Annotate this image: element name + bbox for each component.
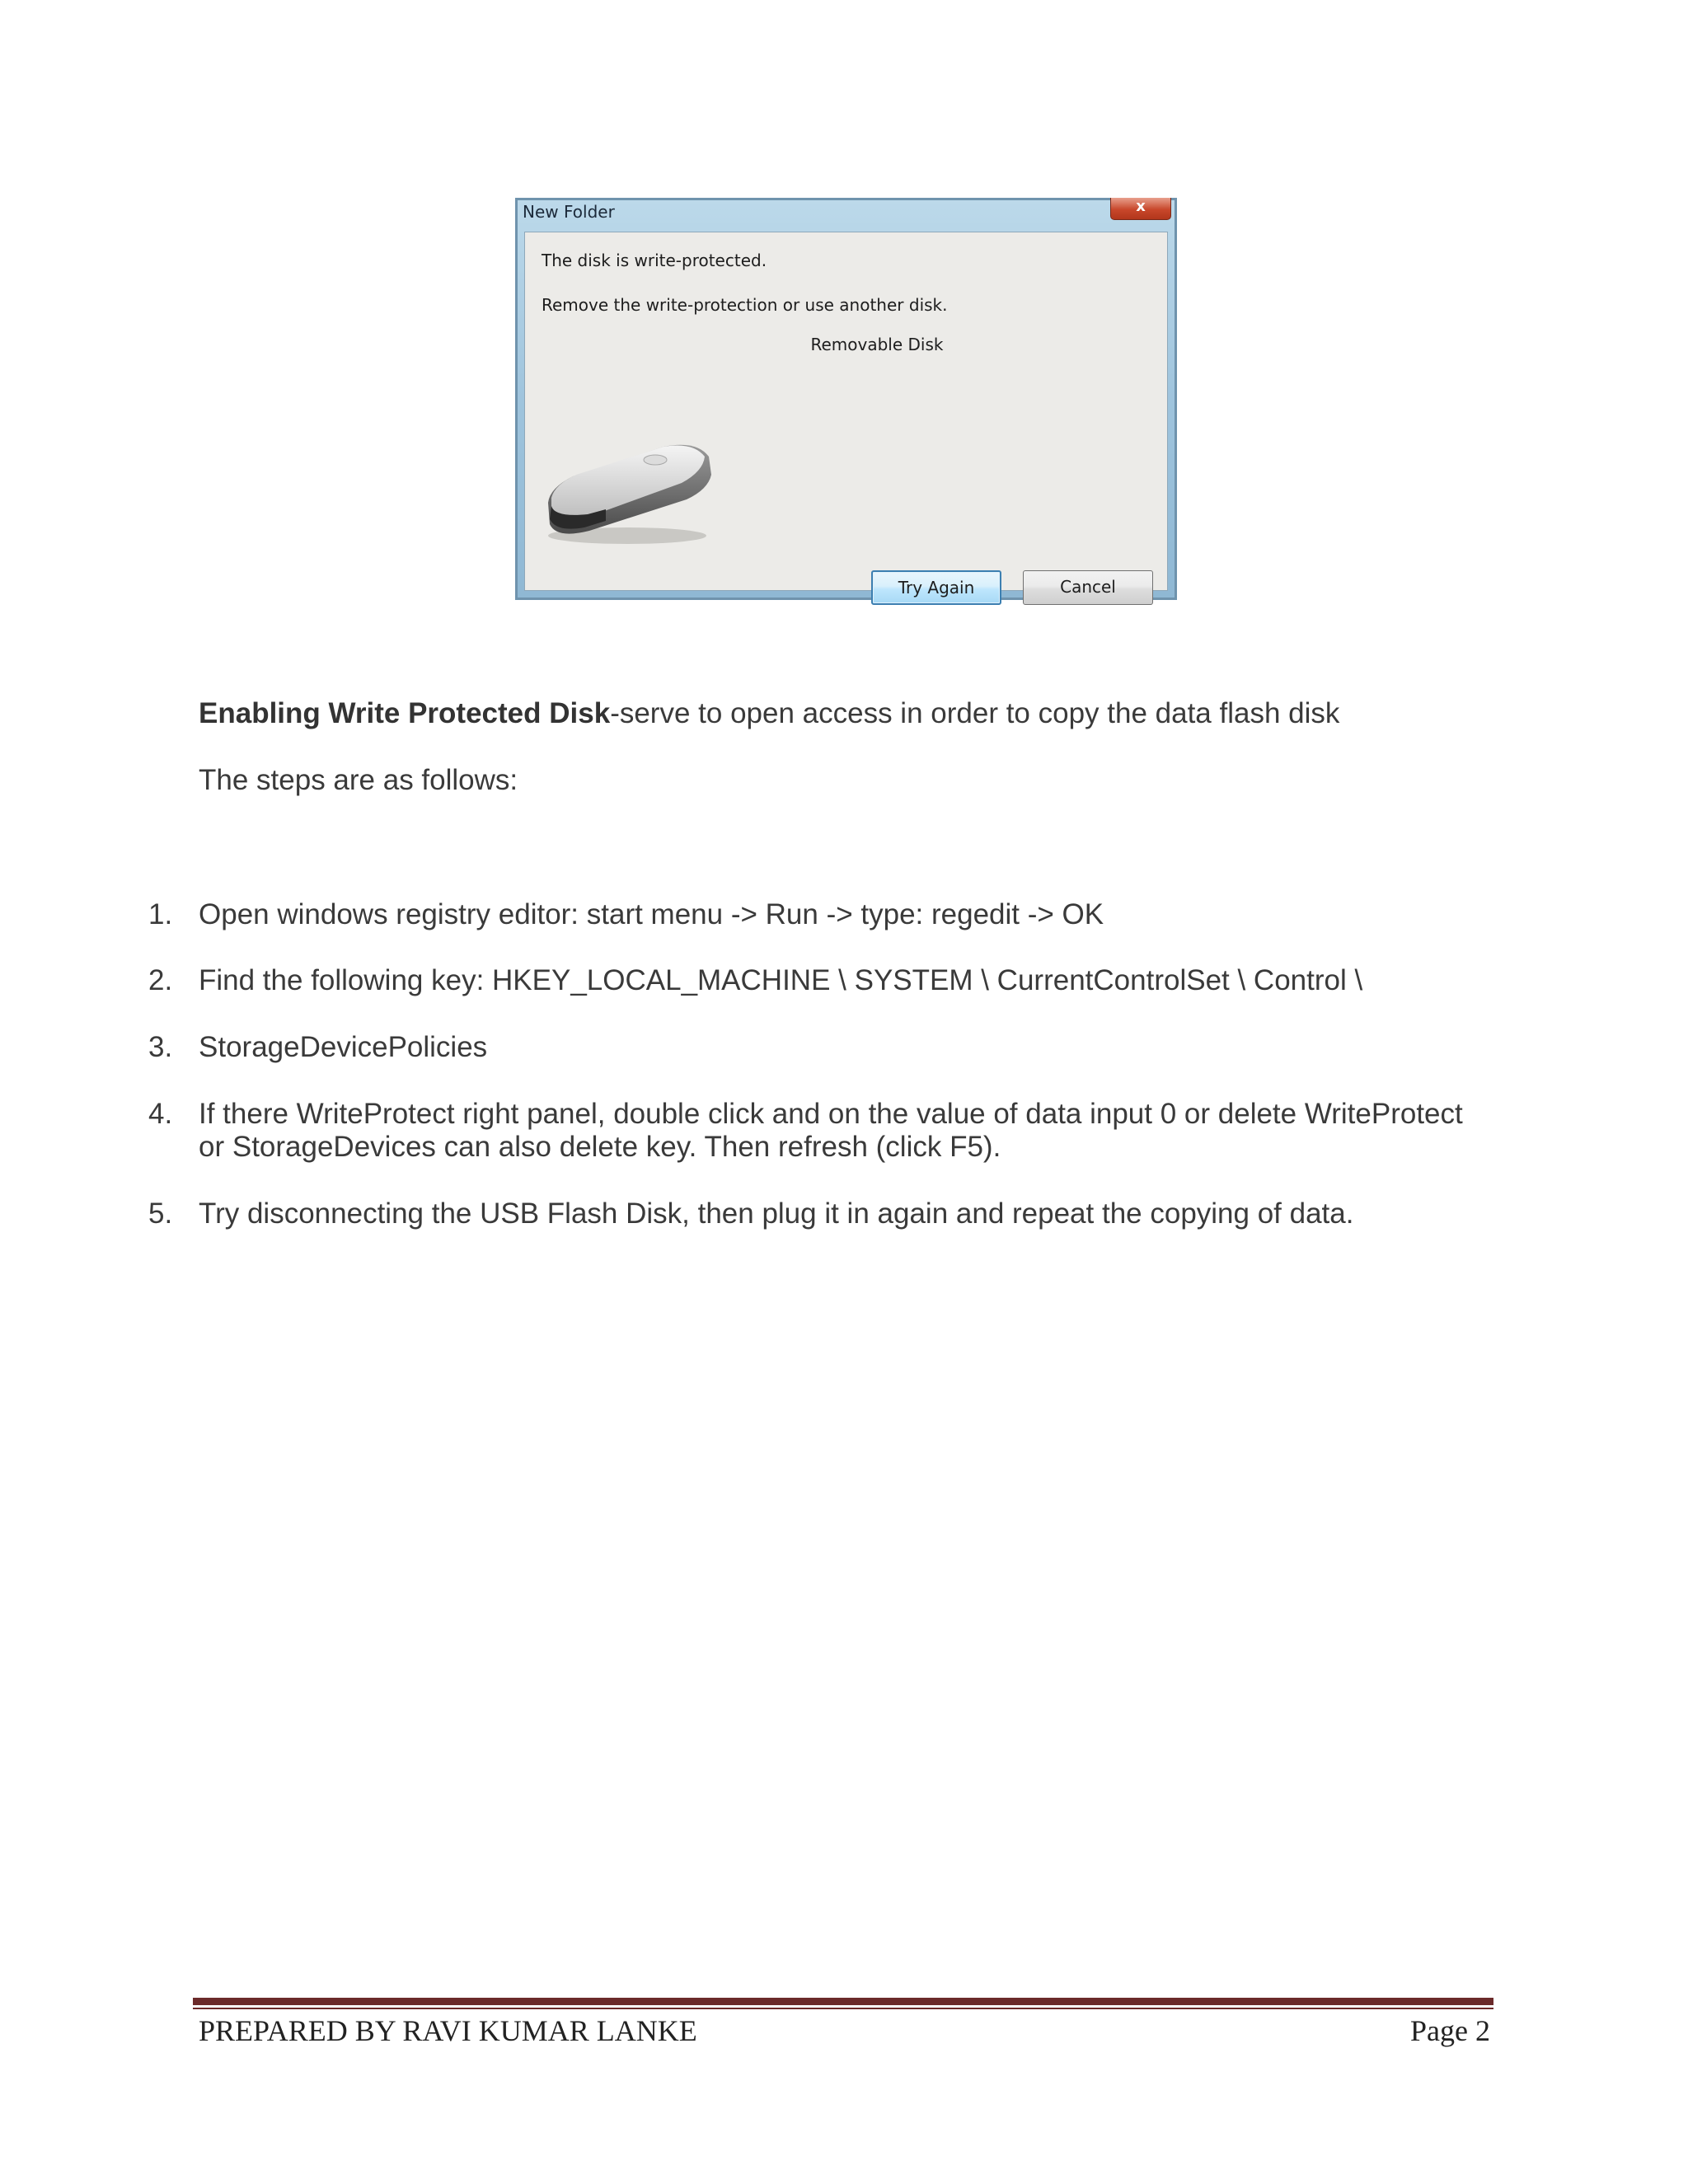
- step-number: 4.: [148, 1098, 173, 1130]
- removable-drive-icon: [540, 438, 715, 546]
- close-icon: x: [1110, 198, 1171, 220]
- step-text-line2: or StorageDevices can also delete key. Then refresh (click F5).: [199, 1131, 1001, 1163]
- try-again-button: Try Again: [871, 570, 1001, 605]
- step-number: 1.: [148, 898, 173, 930]
- write-protected-dialog-image: [515, 198, 1177, 600]
- footer-page-number: Page 2: [1410, 2014, 1490, 2047]
- footer-rule: [193, 1998, 1493, 2005]
- step-number: 5.: [148, 1197, 173, 1230]
- intro-text: -serve to open access in order to copy the data flash disk: [610, 697, 1340, 729]
- step-text: Try disconnecting the USB Flash Disk, then plug it in again and repeat the copying of data.: [199, 1197, 1354, 1230]
- dialog-device-label: Removable Disk: [810, 335, 944, 354]
- dialog-message-line2: Remove the write-protection or use another disk.: [542, 295, 948, 315]
- step-text: Find the following key: HKEY_LOCAL_MACHINE \ SYSTEM \ CurrentControlSet \ Control \: [199, 964, 1363, 996]
- footer-rule-thin: [193, 2008, 1493, 2009]
- dialog-title: New Folder: [523, 202, 615, 222]
- step-number: 2.: [148, 964, 173, 996]
- dialog-message-line1: The disk is write-protected.: [542, 251, 767, 270]
- intro-heading: Enabling Write Protected Disk: [199, 697, 611, 729]
- intro-paragraph: [199, 697, 1339, 730]
- dialog-titlebar: [518, 200, 1175, 230]
- step-text: If there WriteProtect right panel, double click and on the value of data input 0 or delete WriteProtect: [199, 1098, 1463, 1130]
- dialog-body: [524, 232, 1168, 598]
- steps-intro: The steps are as follows:: [199, 764, 518, 796]
- step-text: Open windows registry editor: start menu -> Run -> type: regedit -> OK: [199, 898, 1104, 930]
- step-number: 3.: [148, 1031, 173, 1063]
- step-text: StorageDevicePolicies: [199, 1031, 488, 1063]
- cancel-button: Cancel: [1023, 570, 1153, 605]
- footer-author: PREPARED BY RAVI KUMAR LANKE: [199, 2014, 697, 2047]
